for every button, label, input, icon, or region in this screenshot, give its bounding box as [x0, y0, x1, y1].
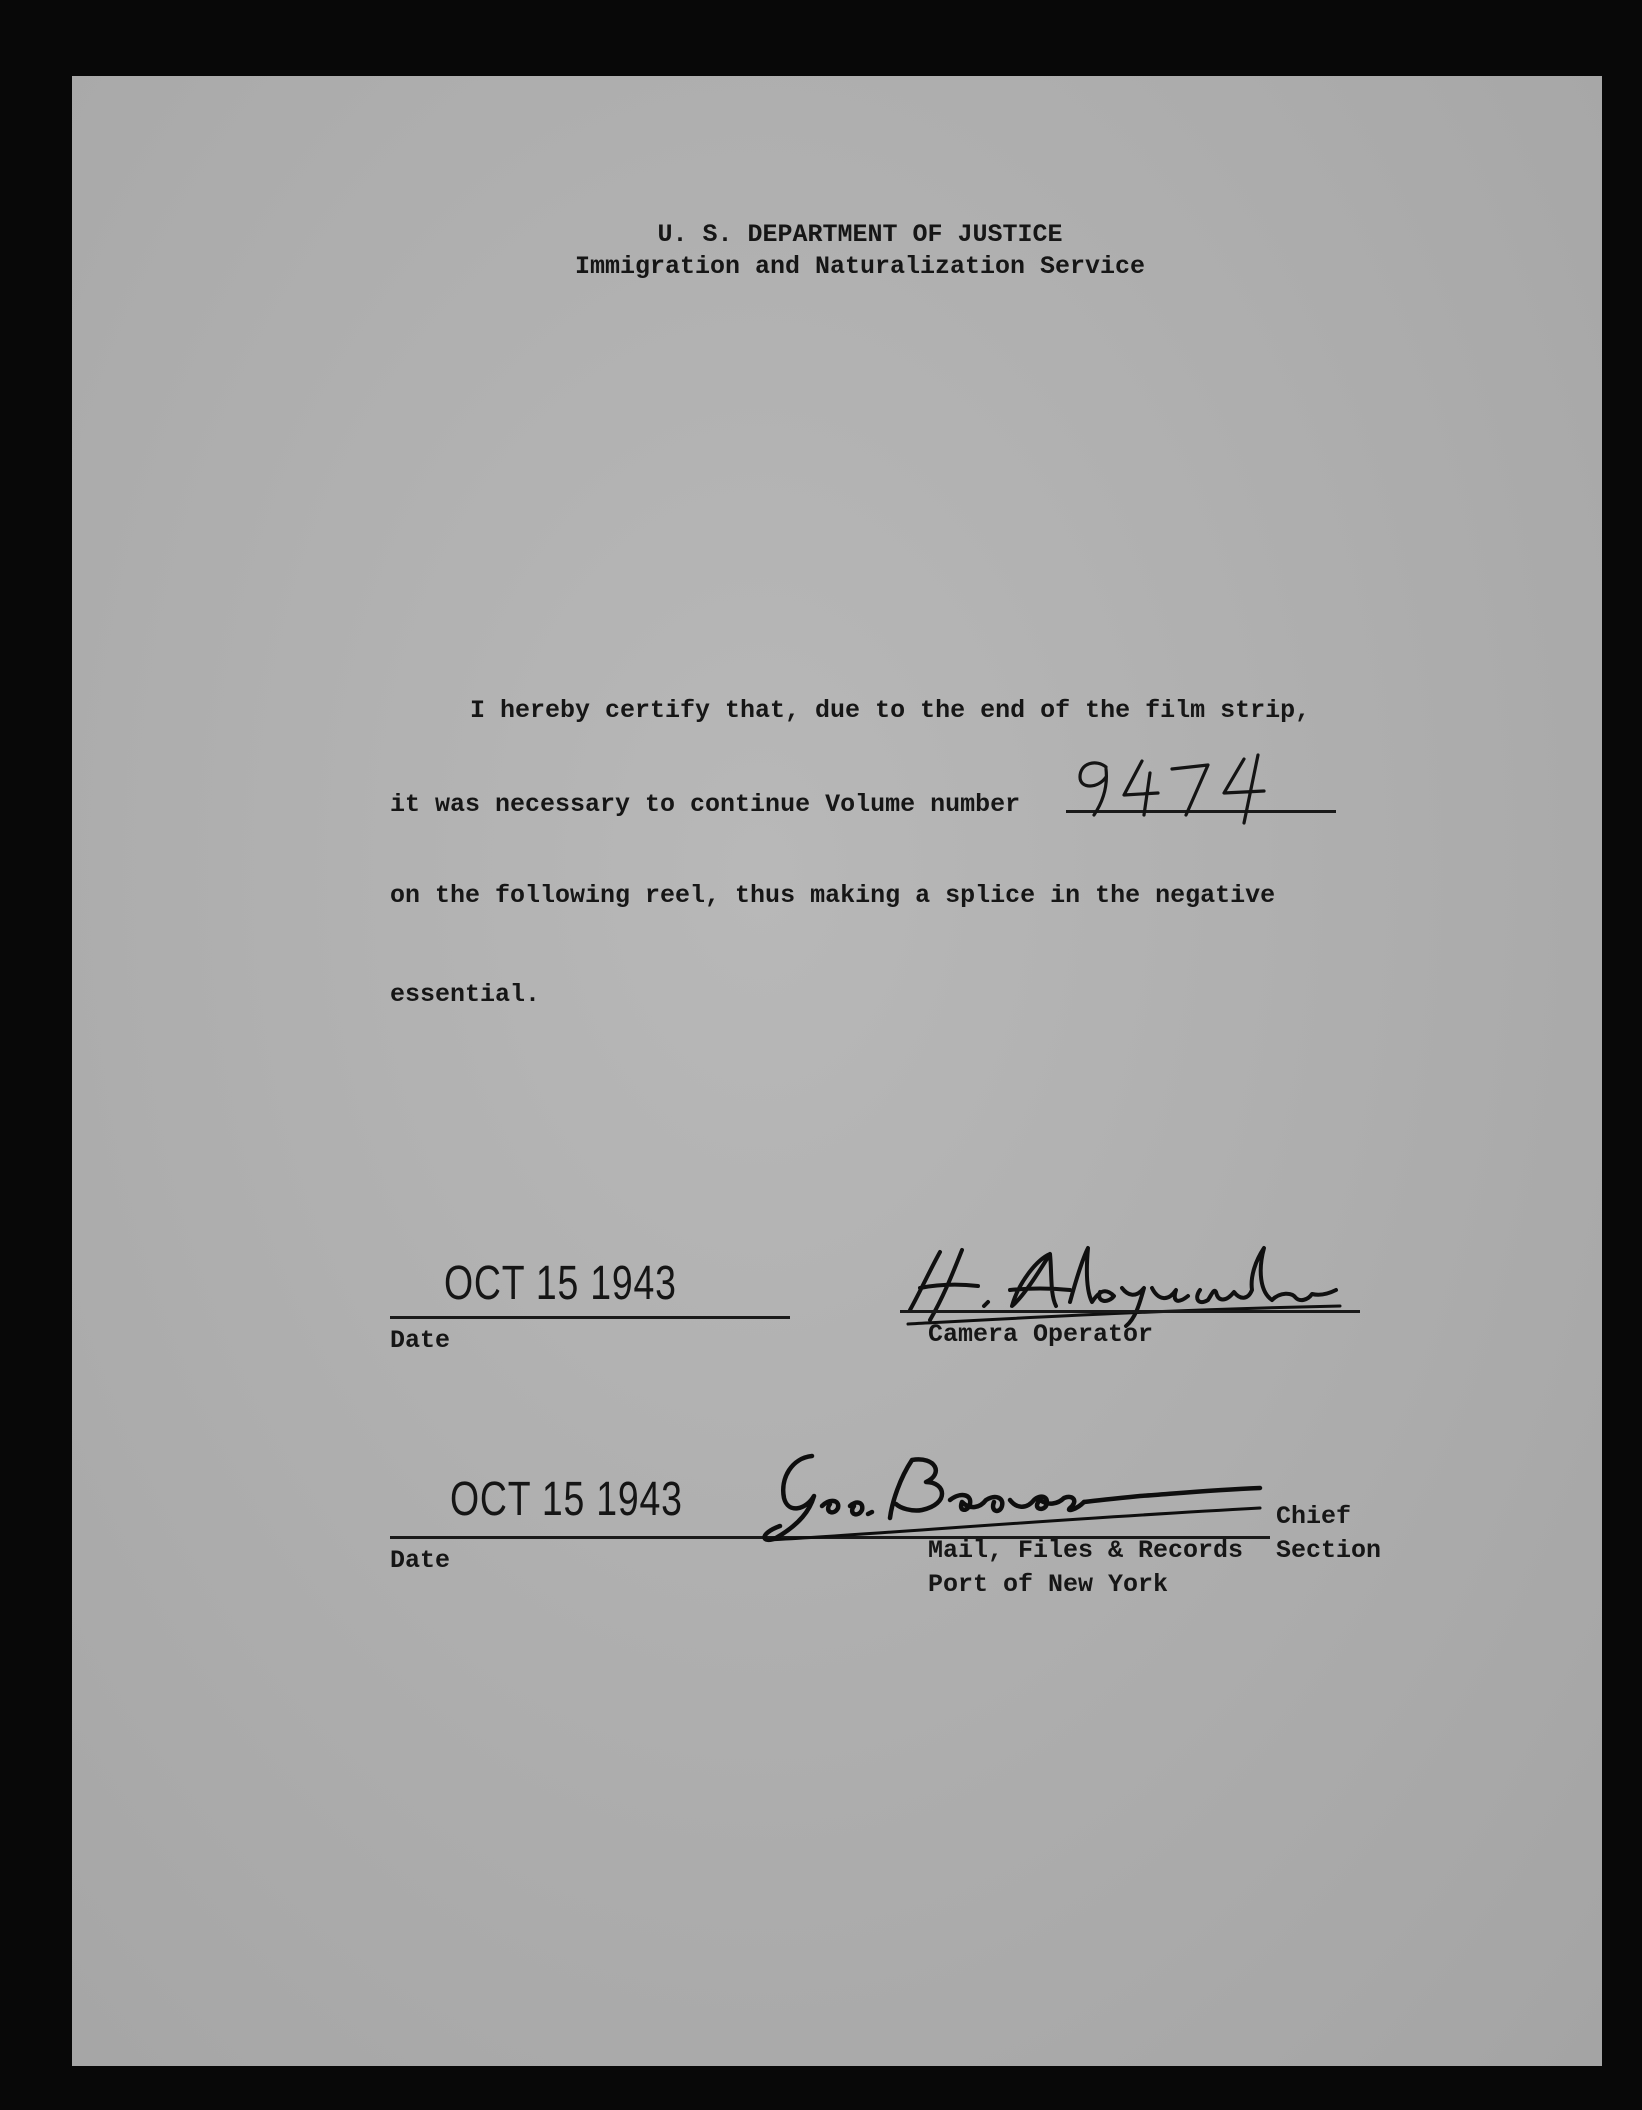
- chief-office-line-1: Mail, Files & Records: [928, 1536, 1244, 1565]
- camera-operator-underline: [900, 1310, 1360, 1313]
- certification-line-4: essential.: [390, 980, 541, 1009]
- volume-number-handwritten: [1068, 745, 1288, 825]
- chief-signature: [740, 1448, 1280, 1548]
- chief-section-label: Section: [1276, 1536, 1382, 1565]
- certification-line-2: it was necessary to continue Volume number: [390, 790, 1021, 819]
- date-label-1: Date: [390, 1326, 451, 1355]
- date-stamp-1: OCT 15 1943: [444, 1257, 677, 1310]
- date-label-2: Date: [390, 1546, 451, 1575]
- date-underline-1: [390, 1316, 790, 1319]
- certification-line-1: I hereby certify that, due to the end of the film strip,: [470, 696, 1311, 725]
- camera-operator-title: Camera Operator: [928, 1320, 1154, 1349]
- paper-sheet: [72, 76, 1602, 2066]
- certification-line-3: on the following reel, thus making a splice in the negative: [390, 881, 1276, 910]
- chief-title: Chief: [1276, 1502, 1352, 1531]
- date-stamp-2: OCT 15 1943: [450, 1473, 683, 1526]
- chief-office-line-2: Port of New York: [928, 1570, 1169, 1599]
- camera-operator-signature: [900, 1240, 1340, 1330]
- department-heading: U. S. DEPARTMENT OF JUSTICE: [657, 220, 1063, 249]
- service-heading: Immigration and Naturalization Service: [574, 252, 1146, 281]
